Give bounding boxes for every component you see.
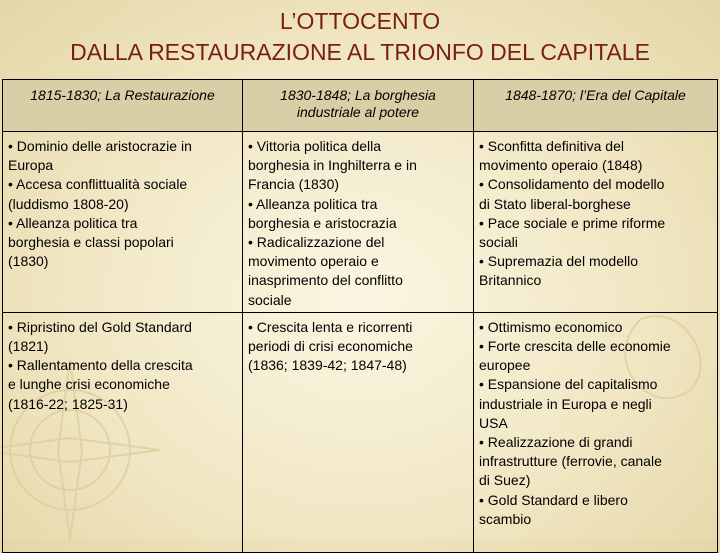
cell-line: sociali: [479, 234, 518, 251]
header-borghesia: 1830-1848; La borghesia industriale al potere: [243, 80, 474, 132]
cell-line: (1821): [8, 338, 49, 355]
cell-line: inasprimento del conflitto: [248, 272, 403, 289]
table-cell: [3, 312, 243, 552]
cell-line: sociale: [248, 291, 292, 308]
cell-line: movimento operaio (1848): [479, 157, 643, 174]
cell-line: borghesia e aristocrazia: [248, 214, 397, 231]
header-row: [3, 80, 718, 132]
cell-line: • Alleanza politica tra: [248, 195, 378, 212]
cell-line: (luddismo 1808-20): [8, 195, 129, 212]
cell-line: di Stato liberal-borghese: [479, 195, 631, 212]
cell-line: movimento operaio e: [248, 253, 379, 270]
cell-line: periodi di crisi economiche: [248, 338, 413, 355]
cell-line: • Vittoria politica della: [248, 138, 382, 154]
title-line-2: DALLA RESTAURAZIONE AL TRIONFO DEL CAPITALE: [70, 39, 650, 65]
cell-line: • Radicalizzazione del: [248, 234, 385, 251]
table-row-political: [3, 132, 718, 313]
title-line-1: L’OTTOCENTO: [279, 8, 441, 34]
cell-line: borghesia in Inghilterra e in: [248, 157, 417, 174]
table-cell: [243, 312, 474, 552]
page-title: [0, 6, 720, 68]
cell-line: borghesia e classi popolari: [8, 234, 174, 251]
cell-line: • Forte crescita delle economie: [479, 338, 671, 355]
table-cell: [243, 132, 474, 313]
cell-line: • Pace sociale e prime riforme: [479, 214, 666, 231]
cell-line: USA: [479, 414, 508, 431]
cell-line: • Realizzazione di grandi: [479, 434, 633, 451]
cell-line: Europa: [8, 157, 54, 174]
cell-line: • Supremazia del modello: [479, 253, 638, 270]
cell-line: infrastrutture (ferrovie, canale: [479, 453, 662, 470]
table-cell: [3, 132, 243, 313]
cell-line: • Ripristino del Gold Standard: [8, 318, 192, 335]
cell-line: Francia (1830): [248, 176, 340, 193]
cell-line: industriale in Europa e negli: [479, 395, 652, 412]
table-row-economic: [3, 312, 718, 552]
cell-line: e lunghe crisi economiche: [8, 376, 170, 393]
cell-line: di Suez): [479, 472, 531, 489]
cell-line: Britannico: [479, 272, 542, 289]
cell-line: • Gold Standard e libero: [479, 491, 628, 508]
cell-line: • Espansione del capitalismo: [479, 376, 658, 393]
cell-line: (1816-22; 1825-31): [8, 395, 128, 412]
header-restaurazione: 1815-1830; La Restaurazione: [3, 80, 243, 132]
cell-line: • Sconfitta definitiva del: [479, 138, 624, 154]
comparison-table: [2, 79, 718, 553]
cell-line: • Ottimismo economico: [479, 318, 623, 335]
cell-line: • Rallentamento della crescita: [8, 357, 193, 374]
cell-line: • Crescita lenta e ricorrenti: [248, 318, 413, 335]
cell-line: • Consolidamento del modello: [479, 176, 665, 193]
cell-line: • Alleanza politica tra: [8, 214, 138, 231]
cell-line: scambio: [479, 510, 532, 527]
cell-line: (1830): [8, 253, 49, 270]
header-capitale: 1848-1870; l’Era del Capitale: [474, 80, 718, 132]
cell-line: (1836; 1839-42; 1847-48): [248, 357, 407, 374]
cell-line: europee: [479, 357, 531, 374]
cell-line: • Accesa conflittualità sociale: [8, 176, 188, 193]
table-cell: [474, 132, 718, 313]
table-cell: [474, 312, 718, 552]
cell-line: • Dominio delle aristocrazie in: [8, 138, 192, 154]
